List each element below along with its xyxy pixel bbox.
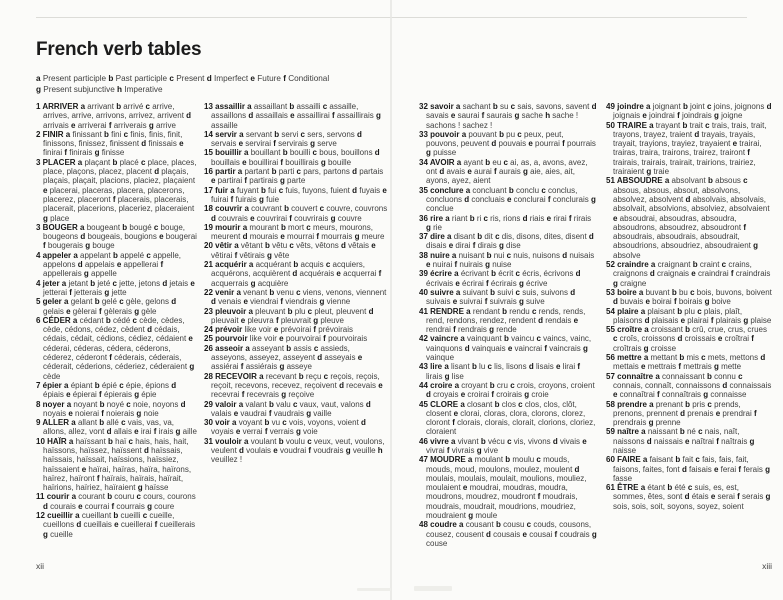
- verb-entry-6: 6 CÉDER a cédant b cédé c cède, cèdes, cède, cédons, cédez, cèdent d cédais, cédais, cédait, cédions, cédiez, cédaient e céderai, céderas, cédera, céderons, céderez, céderont f céderais, céderais, céderait, céderions, céderiez, céderaient g cède: [36, 315, 195, 381]
- verb-entry-14: 14 servir a servant b servi c sers, servons d servais e servirai f servirais g serve: [204, 129, 362, 149]
- verb-entry-57: 57 connaître a connaissant b connu c connais, connaît, connaissons d connaissais e connaîtrai f connaîtrais g connaisse: [606, 371, 772, 400]
- verb-entry-3: 3 PLACER a plaçant b placé c place, places, place, plaçons, placez, placent d plaçais, plaçais, plaçait, placions, placiez, plaçaient e placerai, placeras, placera, placerons, placerez, placeront f placerais, placerais, placerait, placerions, placeriez, placeraient g place: [36, 157, 197, 223]
- verb-entry-30: 30 voir a voyant b vu c vois, voyons, voient d voyais e verrai f verrais g voie: [204, 418, 366, 437]
- verb-entry-42: 42 vaincre a vainquant b vaincu c vaincs, vainc, vainquons d vainquais e vaincrai f vaincrais g vainque: [419, 334, 592, 363]
- verb-entry-7: 7 épier a épiant b épié c épie, épions d épiais e épierai f épierais g épie: [36, 380, 177, 400]
- verb-entry-2: 2 FINIR a finissant b fini c finis, finis, finit, finissons, finissez, finissent d finissais e finirai f finirais g finisse: [36, 129, 184, 158]
- legend: [36, 74, 388, 95]
- verb-entry-11: 11 courir a courant b couru c cours, courons d courais e courrai f courrais g coure: [36, 492, 196, 511]
- verb-entry-21: 21 acquérir a acquérant b acquis c acquiers, acquérons, acquièrent d acquérais e acquerrai f acquerrais g acquière: [204, 260, 382, 288]
- verb-entry-19: 19 mourir a mourant b mort c meurs, mourons, meurent d mourais e mourrai f mourrais g meure: [204, 222, 385, 242]
- verb-entry-49: 49 joindre a joignant b joint c joins, joignons d joignais e joindrai f joindrais g joigne: [606, 102, 772, 121]
- verb-entry-45: 45 CLORE a closant b clos c clos, clos, clôt, closent e clorai, cloras, clora, clorons, clorez, cloront f clorais, clorais, clorait, clorions, cloriez, cloraient: [419, 399, 596, 437]
- verb-entry-13: 13 assaillir a assaillant b assailli c assaille, assaillons d assaillais e assaillirai f assaillirais g assaille: [204, 102, 381, 130]
- verb-entry-51: 51 ABSOUDRE a absolvant b absous c absous, absous, absout, absolvons, absolvez, absolvent d absolvais, absolvais, absolvait, absolvions, absolviez, absolvaient e absoudrai, absoudras, absoudra, absoudrons, absoudrez, absoudront f absoudrais, absoudrais, absoudrait, absoudrions, absoudriez, absoudraient g absolve: [606, 176, 770, 260]
- verb-entry-22: 22 venir a venant b venu c viens, venons, viennent d venais e viendrai f viendrais g vienne: [204, 287, 387, 307]
- verb-entry-58: 58 prendre a prenant b pris c prends, prenons, prennent d prenais e prendrai f prendrais g prenne: [606, 399, 757, 428]
- verb-entry-59: 59 naître a naissant b né c nais, naît, naissons d naissais e naîtrai f naîtrais g naisse: [606, 427, 755, 455]
- verb-entry-60: 60 FAIRE a faisant b fait c fais, fais, fait, faisons, faites, font d faisais e ferai f ferais g fasse: [606, 455, 770, 483]
- verb-entry-31: 31 vouloir a voulant b voulu c veux, veut, voulons, veulent d voulais e voudrai f voudrais g veuille h veuillez !: [204, 436, 385, 465]
- folio-left: xii: [36, 561, 45, 571]
- verb-entry-39: 39 écrire a écrivant b écrit c écris, écrivons d écrivais e écrirai f écrirais g écrive: [419, 269, 581, 288]
- verb-column-2: [204, 102, 388, 539]
- verb-entry-8: 8 noyer a noyant b noyé c noie, noyons d noyais e noierai f noierais g noie: [36, 399, 186, 418]
- verb-entry-43: 43 lire a lisant b lu c lis, lisons d lisais e lirai f lirais g lise: [419, 362, 580, 381]
- verb-entry-32: 32 savoir a sachant b su c sais, savons, savent d savais e saurai f saurais g sache h sache ! sachons ! sachez !: [419, 102, 597, 130]
- page-edge-mark: [414, 586, 452, 591]
- verb-entry-33: 33 pouvoir a pouvant b pu c peux, peut, pouvons, peuvent d pouvais e pourrai f pourrais g puisse: [419, 129, 596, 158]
- verb-entry-46: 46 vivre a vivant b vécu c vis, vivons d vivais e vivrai f vivrais g vive: [419, 436, 587, 455]
- verb-entry-35: 35 conclure a concluant b conclu c conclus, concluons d concluais e conclurai f conclurais g conclue: [419, 185, 596, 214]
- verb-column-4: [606, 102, 772, 548]
- verb-entry-4: 4 jeter a jetant b jeté c jette, jetons d jetais e jetterai f jetterais g jette: [36, 278, 195, 297]
- verb-entry-25: 25 pourvoir like voir e pourvoirai f pourvoirais: [204, 334, 368, 344]
- page-title: French verb tables: [36, 38, 202, 60]
- verb-entry-1: 1 ARRIVER a arrivant b arrivé c arrive, arrives, arrive, arrivons, arrivez, arrivent d arrivais e arriverai f arriverais g arrive: [36, 102, 192, 130]
- verb-column-3: [419, 102, 597, 548]
- verb-entry-12: 12 cueillir a cueillant b cueilli c cueille, cueillons d cueillais e cueillerai f cueillerais g cueille: [36, 511, 196, 539]
- verb-entry-18: 18 couvrir a couvrant b couvert c couvre, couvrons d couvrais e couvrirai f couvrirais g couvre: [204, 204, 388, 223]
- verb-column-1: [36, 102, 198, 539]
- verb-entry-48: 48 coudre a cousant b cousu c couds, cousons, cousez, cousent d cousais e cousai f coudrais g couse: [419, 520, 597, 548]
- verb-entry-34: 34 AVOIR a ayant b eu c ai, as, a, avons, avez, ont d avais e aurai f aurais g aie, aies, ait, ayons, ayez, aient: [419, 157, 588, 186]
- page-gutter: [390, 0, 392, 600]
- legend-line-2: g Present subjunctive h Imperative: [36, 84, 163, 94]
- right-page-columns: [419, 102, 772, 548]
- verb-entry-20: 20 vêtir a vêtant b vêtu c vêts, vêtons d vêtais e vêtirai f vêtirais g vête: [204, 241, 376, 260]
- verb-entry-56: 56 mettre a mettant b mis c mets, mettons d mettais e mettrais f mettrais g mette: [606, 353, 766, 372]
- verb-entry-15: 15 bouillir a bouillant b bouilli c bous, bouillons d bouillais e bouillirai f bouillirais g bouille: [204, 148, 380, 167]
- verb-entry-5: 5 geler a gelant b gelé c gèle, gelons d gelais e gèlerai f gèlerais g gèle: [36, 297, 177, 316]
- verb-entry-44: 44 croire a croyant b cru c crois, croyons, croient d croyais e croirai f croirais g croie: [419, 380, 595, 400]
- verb-entry-23: 23 pleuvoir a pleuvant b plu c pleut, pleuvent d pleuvait e pleuvra f pleuvrait g pleuve: [204, 306, 374, 325]
- legend-line-1: a Present participle b Past participle c Present d Imperfect e Future f Conditional: [36, 74, 330, 83]
- verb-entry-16: 16 partir a partant b parti c pars, partons d partais e partirai f partirais g parte: [204, 167, 384, 186]
- verb-entry-40: 40 suivre a suivant b suivi c suis, suivons d suivais e suivrai f suivrais g suive: [419, 287, 576, 307]
- verb-entry-36: 36 rire a riant b ri c ris, rions d riais e rirai f rirais g rie: [419, 213, 592, 232]
- verb-entry-3: 3 BOUGER a bougeant b bougé c bouge, bougeons d bougeais, bougions e bougerai f bougerais g bouge: [36, 222, 197, 251]
- verb-entry-55: 55 croître a croissant b crû, crue, crus, crues c croîs, croissons d croissais e croîtrai f croîtrais g croisse: [606, 325, 767, 353]
- verb-entry-4: 4 appeler a appelant b appelé c appelle, appelons d appelais e appellerai f appellerais g appelle: [36, 250, 182, 279]
- verb-entry-28: 28 RECEVOIR a recevant b reçu c reçois, reçois, reçoit, recevons, recevez, reçoivent d recevais e recevrai f recevrais g reçoive: [204, 371, 383, 400]
- page-edge-mark: [357, 588, 391, 591]
- verb-entry-61: 61 ÊTRE a étant b été c suis, es, est, sommes, êtes, sont d étais e serai f serais g sois, sois, soit, soyons, soyez, soient: [606, 483, 771, 511]
- verb-entry-47: 47 MOUDRE a moulant b moulu c mouds, mouds, moud, moulons, moulez, moulent d moulais, moulais, moulait, moulions, mouliez, moulaient e moudrai, moudras, moudra, moudrons, moudrez, moudront f moudrais, moudrais, moudrait, moudrions, moudriez, moudraient g moule: [419, 455, 587, 521]
- verb-entry-9: 9 ALLER a allant b allé c vais, vas, va, allons, allez, vont d allais e irai f irais g aille: [36, 418, 197, 437]
- verb-entry-52: 52 craindre a craignant b craint c crains, craignons d craignais e craindrai f craindrais g craigne: [606, 260, 771, 288]
- verb-entry-10: 10 HAÏR a haïssant b haï c hais, hais, hait, haïssons, haïssez, haïssent d haïssais, haïssais, haïssait, haïssions, haïssiez, haïssaient e haïrai, haïras, haïra, haïrons, haïrez, haïront f haïrais, haïrais, haïrait, haïrions, haïriez, haïraient g haïsse: [36, 436, 192, 493]
- verb-entry-17: 17 fuir a fuyant b fui c fuis, fuyons, fuient d fuyais e fuirai f fuirais g fuie: [204, 185, 387, 204]
- verb-entry-26: 26 asseoir a asseyant b assis c assieds, asseyons, asseyez, asseyent d asseyais e assiérai f assiérais g asseye: [204, 343, 363, 372]
- verb-entry-38: 38 nuire a nuisant b nui c nuis, nuisons d nuisais e nuirai f nuirais g nuise: [419, 250, 595, 270]
- verb-entry-41: 41 RENDRE a rendant b rendu c rends, rends, rend, rendons, rendez, rendent d rendais e rendrai f rendrais g rende: [419, 306, 586, 335]
- verb-entry-37: 37 dire a disant b dit c dis, disons, dites, disent d disais e dirai f dirais g dise: [419, 232, 594, 251]
- verb-entry-24: 24 prévoir like voir e prévoirai f prévoirais: [204, 325, 353, 335]
- left-page-columns: [36, 102, 388, 539]
- verb-entry-54: 54 plaire a plaisant b plu c plais, plaît, plaisons d plaisais e plairai f plairais g plaise: [606, 306, 772, 325]
- folio-right: xiii: [762, 561, 772, 571]
- verb-entry-53: 53 boire a buvant b bu c bois, buvons, boivent d buvais e boirai f boirais g boive: [606, 287, 772, 307]
- verb-entry-29: 29 valoir a valant b valu c vaux, vaut, valons d valais e vaudrai f vaudrais g vaille: [204, 399, 371, 418]
- verb-entry-50: 50 TRAIRE a trayant b trait c trais, trais, trait, trayons, trayez, traient d trayais, trayais, trayait, trayions, trayiez, trayaient e trairai, trairas, traira, trairons, trairez, trairont f trairais, trairais, trairait, trairions, trairiez, trairaient g traie: [606, 120, 767, 177]
